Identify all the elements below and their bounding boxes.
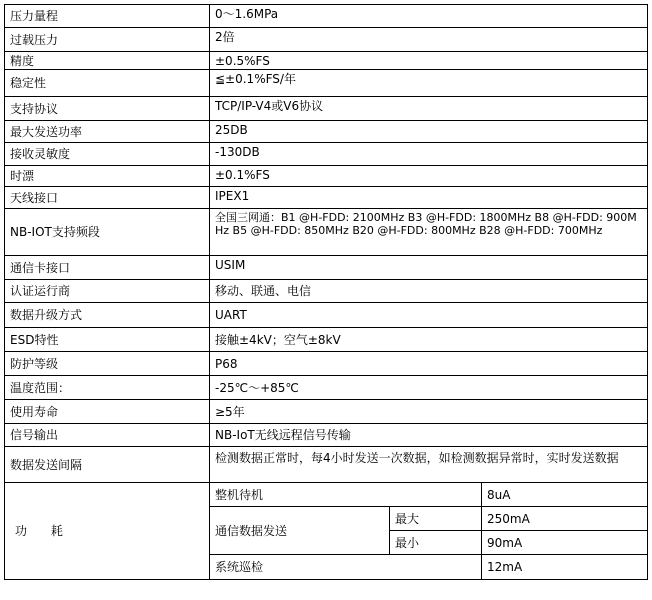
power-transmit-max-label: 最大 (390, 507, 482, 531)
power-transmit-min-value: 90mA (482, 531, 648, 555)
table-row (5, 121, 648, 143)
spec-label: 最大发送功率 (5, 121, 210, 143)
spec-value: 25DB (210, 121, 648, 143)
spec-value: ≥5年 (210, 400, 648, 424)
spec-value: 移动、联通、电信 (210, 280, 648, 303)
table-row (5, 447, 648, 483)
table-row (5, 166, 648, 187)
spec-value: 2倍 (210, 28, 648, 52)
table-row (5, 424, 648, 447)
spec-value: 接触±4kV；空气±8kV (210, 328, 648, 352)
spec-value: ≦±0.1%FS/年 (210, 70, 648, 97)
spec-label: 稳定性 (5, 70, 210, 97)
spec-label: 使用寿命 (5, 400, 210, 424)
power-patrol-value: 12mA (482, 555, 648, 580)
spec-value: UART (210, 303, 648, 328)
table-row (5, 400, 648, 424)
spec-label: 信号输出 (5, 424, 210, 447)
spec-label: 过载压力 (5, 28, 210, 52)
spec-label: 时漂 (5, 166, 210, 187)
table-row (5, 328, 648, 352)
spec-label: 精度 (5, 52, 210, 70)
spec-label: 数据升级方式 (5, 303, 210, 328)
power-label-text: 功 耗 (15, 524, 73, 538)
table-row (5, 256, 648, 280)
table-row (5, 303, 648, 328)
spec-value: 检测数据正常时，每4小时发送一次数据，如检测数据异常时，实时发送数据 (210, 447, 648, 483)
table-row (5, 143, 648, 166)
spec-label: 防护等级 (5, 352, 210, 376)
spec-value: ±0.5%FS (210, 52, 648, 70)
table-row (5, 5, 648, 28)
power-transmit-min-label: 最小 (390, 531, 482, 555)
table-row (5, 280, 648, 303)
spec-label: 接收灵敏度 (5, 143, 210, 166)
power-standby-value: 8uA (482, 483, 648, 507)
spec-value: USIM (210, 256, 648, 280)
spec-label: 通信卡接口 (5, 256, 210, 280)
power-consumption-label (5, 483, 210, 580)
table-row (5, 483, 648, 507)
power-transmit-max-value: 250mA (482, 507, 648, 531)
spec-label: 数据发送间隔 (5, 447, 210, 483)
table-row (5, 187, 648, 209)
spec-value: IPEX1 (210, 187, 648, 209)
spec-label: ESD特性 (5, 328, 210, 352)
spec-value: -25℃～+85℃ (210, 376, 648, 400)
spec-value: TCP/IP-V4或V6协议 (210, 97, 648, 121)
spec-table (4, 4, 648, 580)
spec-label: 支持协议 (5, 97, 210, 121)
spec-value: -130DB (210, 143, 648, 166)
spec-value: P68 (210, 352, 648, 376)
table-row (5, 376, 648, 400)
spec-label: 天线接口 (5, 187, 210, 209)
spec-label: 压力量程 (5, 5, 210, 28)
table-row (5, 70, 648, 97)
table-row (5, 209, 648, 256)
power-standby-label: 整机待机 (210, 483, 482, 507)
spec-value: 0～1.6MPa (210, 5, 648, 28)
spec-label: NB-IOT支持频段 (5, 209, 210, 256)
spec-label: 温度范围： (5, 376, 210, 400)
table-row (5, 52, 648, 70)
spec-value: ±0.1%FS (210, 166, 648, 187)
table-row (5, 28, 648, 52)
table-row (5, 352, 648, 376)
spec-label: 认证运行商 (5, 280, 210, 303)
spec-value: 全国三网通：B1 @H-FDD: 2100MHz B3 @H-FDD: 1800MHz B8 @H-FDD: 900MHz B5 @H-FDD: 850MHz B20 @H-FDD: 800MHz B28 @H-FDD: 700MHz (210, 209, 648, 256)
power-patrol-label: 系统巡检 (210, 555, 482, 580)
power-transmit-label: 通信数据发送 (210, 507, 390, 555)
spec-value: NB-IoT无线远程信号传输 (210, 424, 648, 447)
table-row (5, 97, 648, 121)
